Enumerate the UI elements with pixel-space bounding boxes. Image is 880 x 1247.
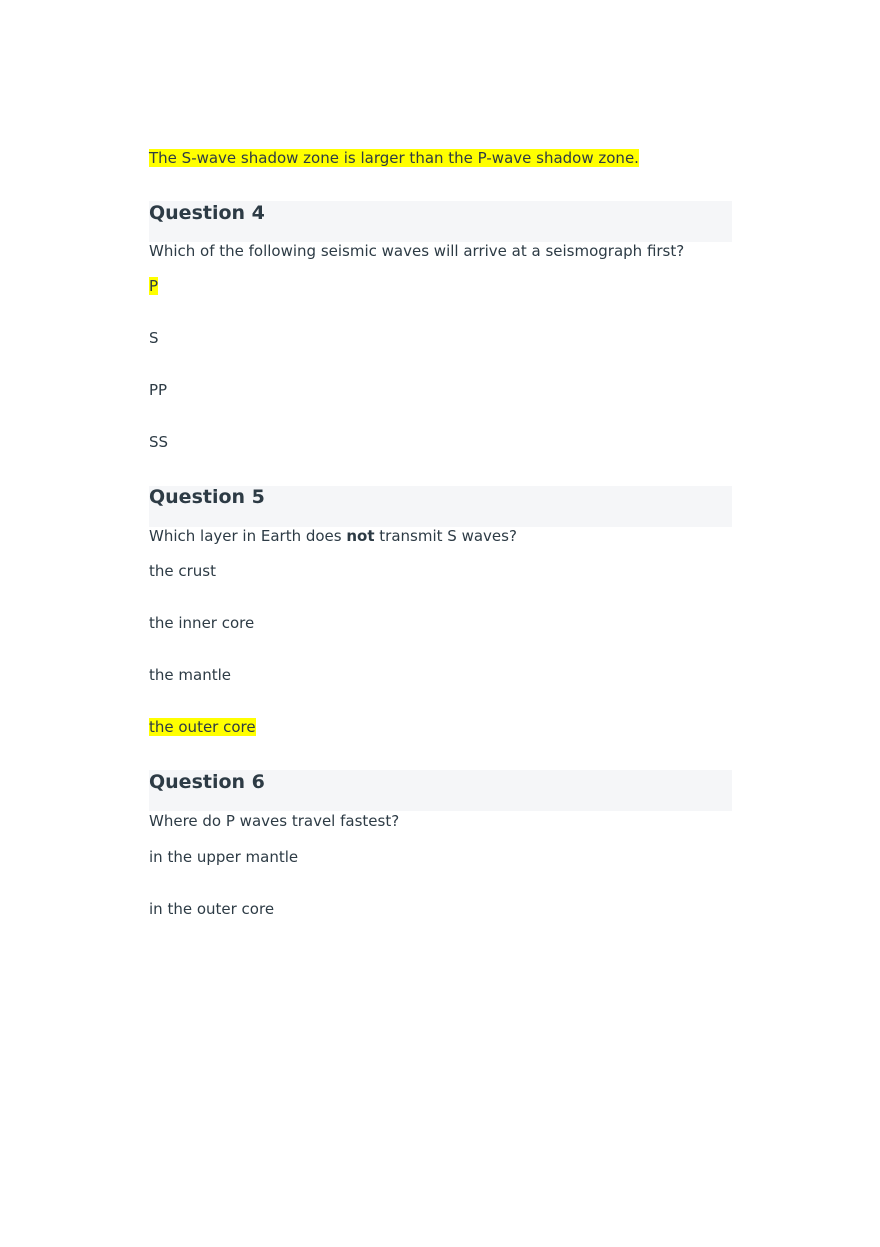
answer-option-correct: P	[149, 277, 159, 295]
answer-option: the inner core	[149, 614, 255, 632]
answer-option: the mantle	[149, 666, 231, 684]
question-text-part: Which layer in Earth does	[149, 527, 347, 545]
question-text: Which of the following seismic waves will arrive at a seismograph first?	[149, 242, 685, 260]
question-title: Question 5	[149, 486, 265, 508]
question-text	[149, 527, 517, 545]
question-5-header	[149, 486, 732, 527]
question-4-header	[149, 201, 732, 242]
answer-option: the crust	[149, 562, 217, 580]
answer-option: S	[149, 329, 159, 347]
answer-option: in the upper mantle	[149, 848, 299, 866]
question-text-part: transmit S waves?	[374, 527, 517, 545]
answer-option: in the outer core	[149, 900, 275, 918]
answer-option: SS	[149, 433, 169, 451]
answer-option: PP	[149, 381, 168, 399]
question-6-header	[149, 770, 732, 811]
highlighted-answer: The S-wave shadow zone is larger than the P-wave shadow zone.	[149, 149, 639, 167]
question-text: Where do P waves travel fastest?	[149, 812, 400, 830]
question-title: Question 4	[149, 202, 265, 224]
question-title: Question 6	[149, 771, 265, 793]
answer-option-correct: the outer core	[149, 718, 256, 736]
question-text-emphasis: not	[346, 527, 375, 545]
